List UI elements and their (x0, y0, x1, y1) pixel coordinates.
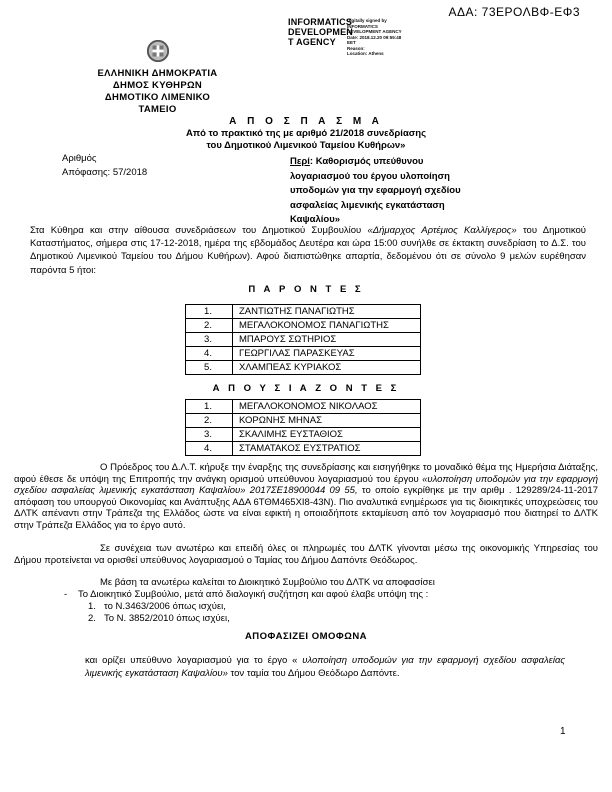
p1-project-title: «υλοποίηση υποδομών για την εφαρμογή σχεδίου ασφαλείας λιμενικής εγκατάσταση Καψαλίου» 2017ΣΕ18900044 09 55, (14, 473, 598, 497)
table-row (186, 333, 421, 347)
decision-number-value: Απόφασης: 57/2018 (62, 167, 148, 178)
member-name: ΜΕΓΑΛΟΚΟΝΟΜΟΣ ΝΙΚΟΛΑΟΣ (233, 400, 421, 414)
subject-block (290, 155, 475, 228)
present-heading: Π Α Ρ Ο Ν Τ Ε Σ (248, 284, 364, 295)
member-index: 3. (186, 428, 233, 442)
p1-pre: Ο Πρόεδρος του Δ.Λ.Τ. κήρυξε την έναρξης της συνεδρίασης και εισηγήθηκε το μοναδικό θέμα της Ημερήσια Διάταξης, αφού έθεσε δε υπόψη της Επιτροπής την ανάγκη ορισμού υπεύθυνου λογαριασμού του έργου (14, 462, 598, 485)
document-title: Α Π Ο Σ Π Α Σ Μ Α (229, 116, 383, 127)
signature-detail-line: Digitally signed by (347, 18, 387, 23)
law-item-2 (88, 613, 598, 625)
signature-detail-line: Location: Athens (347, 51, 384, 56)
signature-detail-line: EET (347, 40, 356, 45)
law-2-text: Το Ν. 3852/2010 όπως ισχύει, (104, 613, 230, 624)
member-name: ΜΠΑΡΟΥΣ ΣΩΤΗΡΙΟΣ (233, 333, 421, 347)
intro-paragraph (30, 224, 586, 277)
member-index: 5. (186, 361, 233, 375)
decides-heading: ΑΠΟΦΑΣΙΖΕΙ ΟΜΟΦΩΝΑ (244, 631, 368, 642)
organization-header (75, 40, 240, 116)
intro-post: του Δημοτικού Καταστήματος, σήμερα στις 17-12-2018, ημέρα της εβδομάδος Δευτέρα και ώρα 15:00 συνήλθε σε έκτακτη συνεδρίαση το Δ.Σ. του Δημοτικού Λιμενικού Ταμείου του Δήμου Κυθήρων). Αφού διαπιστώθηκε απαρτία, δεδομένου ότι σε σύνολο 9 μελών ευρέθησαν παρόντα 5 ήτοι: (30, 225, 586, 276)
table-row (186, 361, 421, 375)
member-index: 2. (186, 319, 233, 333)
member-name: ΜΕΓΑΛΟΚΟΝΟΜΟΣ ΠΑΝΑΓΙΩΤΗΣ (233, 319, 421, 333)
signature-detail-line: DEVELOPMENT AGENCY (347, 29, 402, 34)
ada-number: ΑΔΑ: 73ΕΡΟΛΒΦ-ΕΦ3 (448, 5, 580, 19)
member-index: 4. (186, 442, 233, 456)
decision-number-label: Αριθμός (62, 153, 97, 164)
table-row (186, 428, 421, 442)
member-name: ΧΛΑΜΠΕΑΣ ΚΥΡΙΑΚΟΣ (233, 361, 421, 375)
signature-detail-line: Date: 2018.12.20 09:55:48 (347, 34, 402, 40)
final-project-title: υλοποίηση υποδομών για την εφαρμογή σχεδίου ασφαλείας λιμενικής εγκατάσταση Καψαλίου» (85, 655, 565, 679)
law-1-text: το Ν.3463/2006 όπως ισχύει, (104, 601, 226, 612)
member-name: ΣΤΑΜΑΤΑΚΟΣ ΕΥΣΤΡΑΤΙΟΣ (233, 442, 421, 456)
member-name: ΖΑΝΤΙΩΤΗΣ ΠΑΝΑΓΙΩΤΗΣ (233, 305, 421, 319)
subject-text: : Καθορισμός υπεύθυνου λογαριασμού του έργου υλοποίηση υποδομών για την εφαρμογή σχεδίου ασφαλείας λιμενικής εγκατάσταση Καψαλίου» (290, 156, 461, 225)
member-index: 1. (186, 400, 233, 414)
law-1-number: 1. (88, 601, 96, 612)
member-index: 2. (186, 414, 233, 428)
p1-post: το οποίο εγκρίθηκε με την αριθμ . 129289/24-11-2017 απόφαση του υπουργού Οικονομίας και Ανάπτυξης ΑΔΑ 6ΤΘΜ465ΧΙ8-43Ν). Πιο αναλυτικά ενημέρωσε για τις διοικητικές υποχρεώσεις του ΔΛΤΚ απέναντι στην Τράπεζα της Ελλάδος ώστε να είναι εφικτή η οποιαδήποτε εκταμίευση από τον λογαριασμό που διατηρεί το ΔΛΤΚ στην Τράπεζα Ελλάδος για το έργο αυτό. (14, 485, 598, 531)
signature-detail-line: INFORMATICS (347, 23, 378, 29)
subject-label: Περί (290, 156, 310, 167)
intro-quoted-hall-name: «Δήμαρχος Αρτέμιος Καλλίγερος» (367, 225, 517, 236)
digital-signature-details (347, 18, 427, 57)
bullet-dash: - (64, 589, 68, 600)
table-row (186, 414, 421, 428)
final-paragraph (85, 654, 565, 680)
decision-number (62, 152, 222, 180)
table-row (186, 400, 421, 414)
intro-pre: Στα Κύθηρα και στην αίθουσα συνεδριάσεων του Δημοτικού Συμβουλίου (30, 225, 368, 236)
signature-agency-line: T AGENCY (288, 37, 336, 47)
table-row (186, 305, 421, 319)
final-pre: και ορίζει υπεύθυνο λογαριασμού για το έργο « (85, 655, 303, 666)
absent-heading: Α Π Ο Υ Σ Ι Α Ζ Ο Ν Τ Ε Σ (212, 383, 400, 394)
document-subtitle (0, 128, 612, 152)
greek-national-emblem-icon (147, 40, 169, 62)
final-post: τον ταμία του Δήμου Θεόδωρο Δαπόντε. (227, 668, 400, 679)
member-index: 1. (186, 305, 233, 319)
body-paragraph-2: Σε συνέχεια των ανωτέρω και επειδή όλες οι πληρωμές του ΔΛΤΚ γίνονται μέσω της οικονομικής Υπηρεσίας του Δήμου προτείνεται να ορισθεί υπεύθυνος λογαριασμού ο Ταμίας του Δήμου Δαπόντε Θεόδωρος. (14, 543, 598, 566)
present-members-table (185, 304, 421, 375)
body-paragraph-3: Με βάση τα ανωτέρω καλείται το Διοικητικό Συμβούλιο του ΔΛΤΚ να αποφασίσει (100, 577, 435, 588)
page-number: 1 (560, 726, 566, 737)
bullet-line (64, 589, 598, 601)
organization-line: ΔΗΜΟΣ ΚΥΘΗΡΩΝ (112, 80, 203, 91)
member-name: ΣΚΑΛΙΜΗΣ ΕΥΣΤΑΘΙΟΣ (233, 428, 421, 442)
law-item-1 (88, 601, 598, 613)
organization-line: ΔΗΜΟΤΙΚΟ ΛΙΜΕΝΙΚΟ (104, 92, 211, 103)
member-name: ΚΟΡΩΝΗΣ ΜΗΝΑΣ (233, 414, 421, 428)
member-name: ΓΕΩΡΓΙΛΑΣ ΠΑΡΑΣΚΕΥΑΣ (233, 347, 421, 361)
signature-agency-line: DEVELOPMEN (288, 27, 354, 37)
subtitle-line-2: του Δημοτικού Λιμενικού Ταμείου Κυθήρων» (206, 140, 406, 151)
member-index: 3. (186, 333, 233, 347)
organization-line: ΤΑΜΕΙΟ (138, 104, 177, 115)
signature-agency-line: INFORMATICS (288, 17, 353, 27)
absent-members-table (185, 399, 421, 456)
law-2-number: 2. (88, 613, 96, 624)
table-row (186, 442, 421, 456)
body-paragraph-1 (14, 462, 598, 532)
signature-detail-line: Reason: (347, 45, 365, 51)
table-row (186, 347, 421, 361)
member-index: 4. (186, 347, 233, 361)
organization-line: ΕΛΛΗΝΙΚΗ ΔΗΜΟΚΡΑΤΙΑ (97, 68, 218, 79)
subtitle-line-1: Από το πρακτικό της με αριθμό 21/2018 συνεδρίασης (185, 128, 427, 139)
table-row (186, 319, 421, 333)
bullet-text: Το Διοικητικό Συμβούλιο, μετά από διαλογική συζήτηση και αφού έλαβε υπόψη της : (78, 589, 429, 600)
